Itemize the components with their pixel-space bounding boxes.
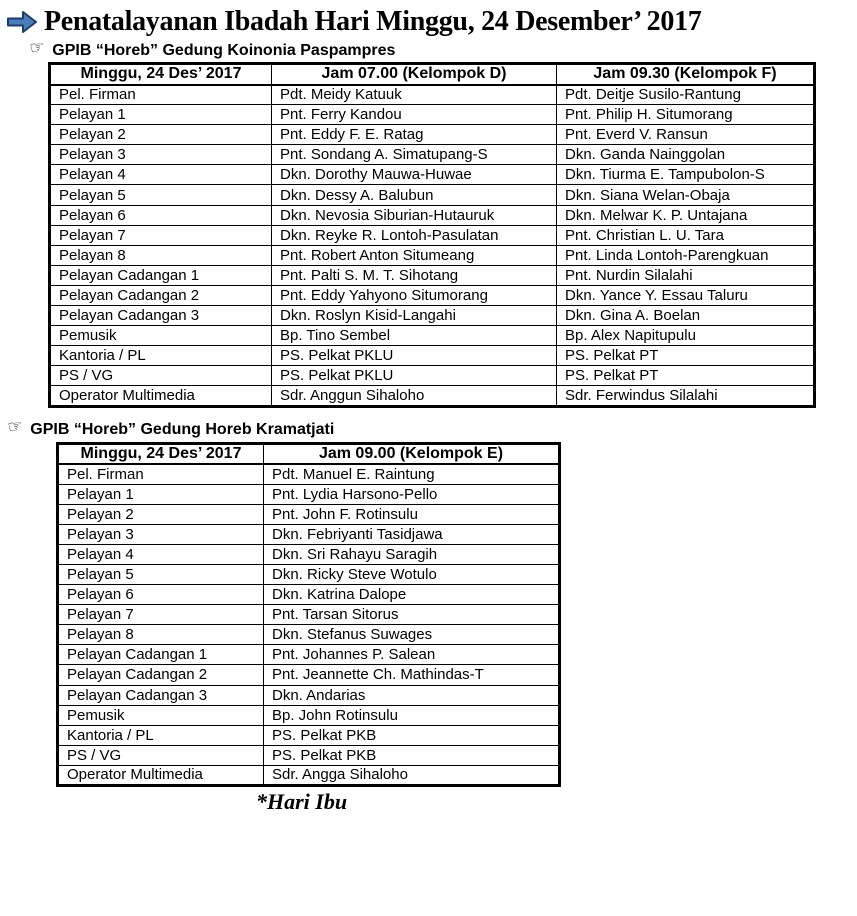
- person-cell: Pnt. Linda Lontoh-Parengkuan: [557, 245, 815, 265]
- person-cell: PS. Pelkat PT: [557, 366, 815, 386]
- table-row: [50, 125, 815, 145]
- person-cell: Dkn. Sri Rahayu Saragih: [264, 544, 560, 564]
- role-cell: Pelayan 8: [50, 245, 272, 265]
- table-row: [50, 346, 815, 366]
- role-cell: Pelayan 7: [58, 605, 264, 625]
- table-row: [58, 665, 560, 685]
- table-row: [58, 484, 560, 504]
- column-header: Jam 07.00 (Kelompok D): [272, 64, 557, 85]
- person-cell: Dkn. Tiurma E. Tampubolon-S: [557, 165, 815, 185]
- person-cell: PS. Pelkat PKLU: [272, 366, 557, 386]
- role-cell: Pelayan Cadangan 3: [58, 685, 264, 705]
- person-cell: Dkn. Ricky Steve Wotulo: [264, 564, 560, 584]
- role-cell: Pelayan 6: [50, 205, 272, 225]
- person-cell: PS. Pelkat PKLU: [272, 346, 557, 366]
- person-cell: Pdt. Manuel E. Raintung: [264, 464, 560, 484]
- person-cell: Dkn. Andarias: [264, 685, 560, 705]
- role-cell: Pelayan 3: [50, 145, 272, 165]
- person-cell: Sdr. Angga Sihaloho: [264, 765, 560, 785]
- role-cell: Pel. Firman: [58, 464, 264, 484]
- schedule-table-kramatjati: [56, 442, 561, 788]
- header-row: [58, 443, 560, 464]
- person-cell: Bp. Alex Napitupulu: [557, 326, 815, 346]
- person-cell: Pnt. Sondang A. Simatupang-S: [272, 145, 557, 165]
- role-cell: Pelayan 7: [50, 225, 272, 245]
- section-koinonia-paspampres: [0, 37, 857, 408]
- table-row: [58, 585, 560, 605]
- header-row: [50, 64, 815, 85]
- table-row: [50, 145, 815, 165]
- page-title: Penatalayanan Ibadah Hari Minggu, 24 Desember’ 2017: [44, 6, 702, 37]
- role-cell: Operator Multimedia: [58, 765, 264, 785]
- role-cell: Pelayan 5: [58, 564, 264, 584]
- role-cell: Pelayan Cadangan 1: [58, 645, 264, 665]
- table-row: [50, 225, 815, 245]
- person-cell: Sdr. Anggun Sihaloho: [272, 386, 557, 406]
- table-row: [50, 105, 815, 125]
- pointing-hand-icon: ☞: [6, 415, 25, 438]
- table-row: [58, 524, 560, 544]
- role-cell: Pemusik: [50, 326, 272, 346]
- table-row: [58, 685, 560, 705]
- column-header: Minggu, 24 Des’ 2017: [50, 64, 272, 85]
- person-cell: Pnt. Palti S. M. T. Sihotang: [272, 265, 557, 285]
- table-row: [58, 605, 560, 625]
- person-cell: Pnt. Robert Anton Situmeang: [272, 245, 557, 265]
- section-heading: GPIB “Horeb” Gedung Horeb Kramatjati: [30, 420, 335, 438]
- table-row: [50, 85, 815, 105]
- person-cell: Dkn. Febriyanti Tasidjawa: [264, 524, 560, 544]
- person-cell: PS. Pelkat PKB: [264, 745, 560, 765]
- role-cell: Kantoria / PL: [58, 725, 264, 745]
- footnote: *Hari Ibu: [256, 789, 348, 814]
- person-cell: Dkn. Dessy A. Balubun: [272, 185, 557, 205]
- person-cell: Pnt. Jeannette Ch. Mathindas-T: [264, 665, 560, 685]
- table-row: [50, 165, 815, 185]
- person-cell: Pnt. Johannes P. Salean: [264, 645, 560, 665]
- table-row: [50, 366, 815, 386]
- person-cell: Dkn. Dorothy Mauwa-Huwae: [272, 165, 557, 185]
- person-cell: PS. Pelkat PKB: [264, 725, 560, 745]
- document-title-row: [0, 0, 857, 37]
- person-cell: Bp. John Rotinsulu: [264, 705, 560, 725]
- person-cell: Pdt. Meidy Katuuk: [272, 85, 557, 105]
- table-row: [50, 306, 815, 326]
- person-cell: Pnt. John F. Rotinsulu: [264, 504, 560, 524]
- person-cell: Dkn. Katrina Dalope: [264, 585, 560, 605]
- table-row: [58, 504, 560, 524]
- table-row: [50, 185, 815, 205]
- person-cell: Pnt. Philip H. Situmorang: [557, 105, 815, 125]
- person-cell: Sdr. Ferwindus Silalahi: [557, 386, 815, 406]
- person-cell: Dkn. Gina A. Boelan: [557, 306, 815, 326]
- person-cell: Dkn. Ganda Nainggolan: [557, 145, 815, 165]
- person-cell: Dkn. Nevosia Siburian-Hutauruk: [272, 205, 557, 225]
- role-cell: Pelayan 8: [58, 625, 264, 645]
- person-cell: Dkn. Siana Welan-Obaja: [557, 185, 815, 205]
- role-cell: Pelayan 4: [58, 544, 264, 564]
- role-cell: Pelayan 1: [50, 105, 272, 125]
- table-row: [58, 564, 560, 584]
- role-cell: Pelayan 4: [50, 165, 272, 185]
- table-row: [58, 745, 560, 765]
- pointing-hand-icon: ☞: [28, 37, 47, 59]
- table-row: [58, 705, 560, 725]
- person-cell: Pnt. Nurdin Silalahi: [557, 265, 815, 285]
- section-heading-row: [28, 37, 857, 60]
- table-row: [50, 205, 815, 225]
- table-row: [50, 245, 815, 265]
- person-cell: PS. Pelkat PT: [557, 346, 815, 366]
- table-row: [58, 544, 560, 564]
- person-cell: Dkn. Roslyn Kisid-Langahi: [272, 306, 557, 326]
- person-cell: Pnt. Everd V. Ransun: [557, 125, 815, 145]
- person-cell: Pnt. Eddy Yahyono Situmorang: [272, 285, 557, 305]
- column-header: Jam 09.30 (Kelompok F): [557, 64, 815, 85]
- person-cell: Pnt. Christian L. U. Tara: [557, 225, 815, 245]
- person-cell: Dkn. Yance Y. Essau Taluru: [557, 285, 815, 305]
- role-cell: Pel. Firman: [50, 85, 272, 105]
- table-row: [58, 645, 560, 665]
- table-row: [58, 464, 560, 484]
- person-cell: Dkn. Reyke R. Lontoh-Pasulatan: [272, 225, 557, 245]
- role-cell: Pelayan 2: [58, 504, 264, 524]
- role-cell: Pelayan Cadangan 2: [50, 285, 272, 305]
- role-cell: Pelayan 2: [50, 125, 272, 145]
- section-horeb-kramatjati: [0, 415, 857, 788]
- schedule-table-paspampres: [48, 62, 816, 408]
- column-header: Minggu, 24 Des’ 2017: [58, 443, 264, 464]
- person-cell: Dkn. Stefanus Suwages: [264, 625, 560, 645]
- column-header: Jam 09.00 (Kelompok E): [264, 443, 560, 464]
- table-row: [50, 265, 815, 285]
- right-arrow-shape: [8, 12, 36, 32]
- role-cell: Pelayan Cadangan 3: [50, 306, 272, 326]
- table-row: [50, 285, 815, 305]
- role-cell: Pelayan 1: [58, 484, 264, 504]
- role-cell: Pelayan 6: [58, 585, 264, 605]
- role-cell: Pemusik: [58, 705, 264, 725]
- role-cell: Pelayan 3: [58, 524, 264, 544]
- right-arrow-icon: [6, 9, 38, 35]
- role-cell: Kantoria / PL: [50, 346, 272, 366]
- table-row: [50, 326, 815, 346]
- role-cell: PS / VG: [58, 745, 264, 765]
- table-row: [58, 625, 560, 645]
- table-row: [50, 386, 815, 406]
- role-cell: Pelayan Cadangan 1: [50, 265, 272, 285]
- role-cell: Operator Multimedia: [50, 386, 272, 406]
- table-row: [58, 765, 560, 785]
- role-cell: PS / VG: [50, 366, 272, 386]
- role-cell: Pelayan Cadangan 2: [58, 665, 264, 685]
- person-cell: Dkn. Melwar K. P. Untajana: [557, 205, 815, 225]
- person-cell: Bp. Tino Sembel: [272, 326, 557, 346]
- person-cell: Pnt. Tarsan Sitorus: [264, 605, 560, 625]
- section-heading: GPIB “Horeb” Gedung Koinonia Paspampres: [52, 42, 396, 59]
- person-cell: Pnt. Ferry Kandou: [272, 105, 557, 125]
- section-heading-row: [6, 415, 857, 439]
- table-row: [58, 725, 560, 745]
- person-cell: Pnt. Eddy F. E. Ratag: [272, 125, 557, 145]
- person-cell: Pdt. Deitje Susilo-Rantung: [557, 85, 815, 105]
- person-cell: Pnt. Lydia Harsono-Pello: [264, 484, 560, 504]
- role-cell: Pelayan 5: [50, 185, 272, 205]
